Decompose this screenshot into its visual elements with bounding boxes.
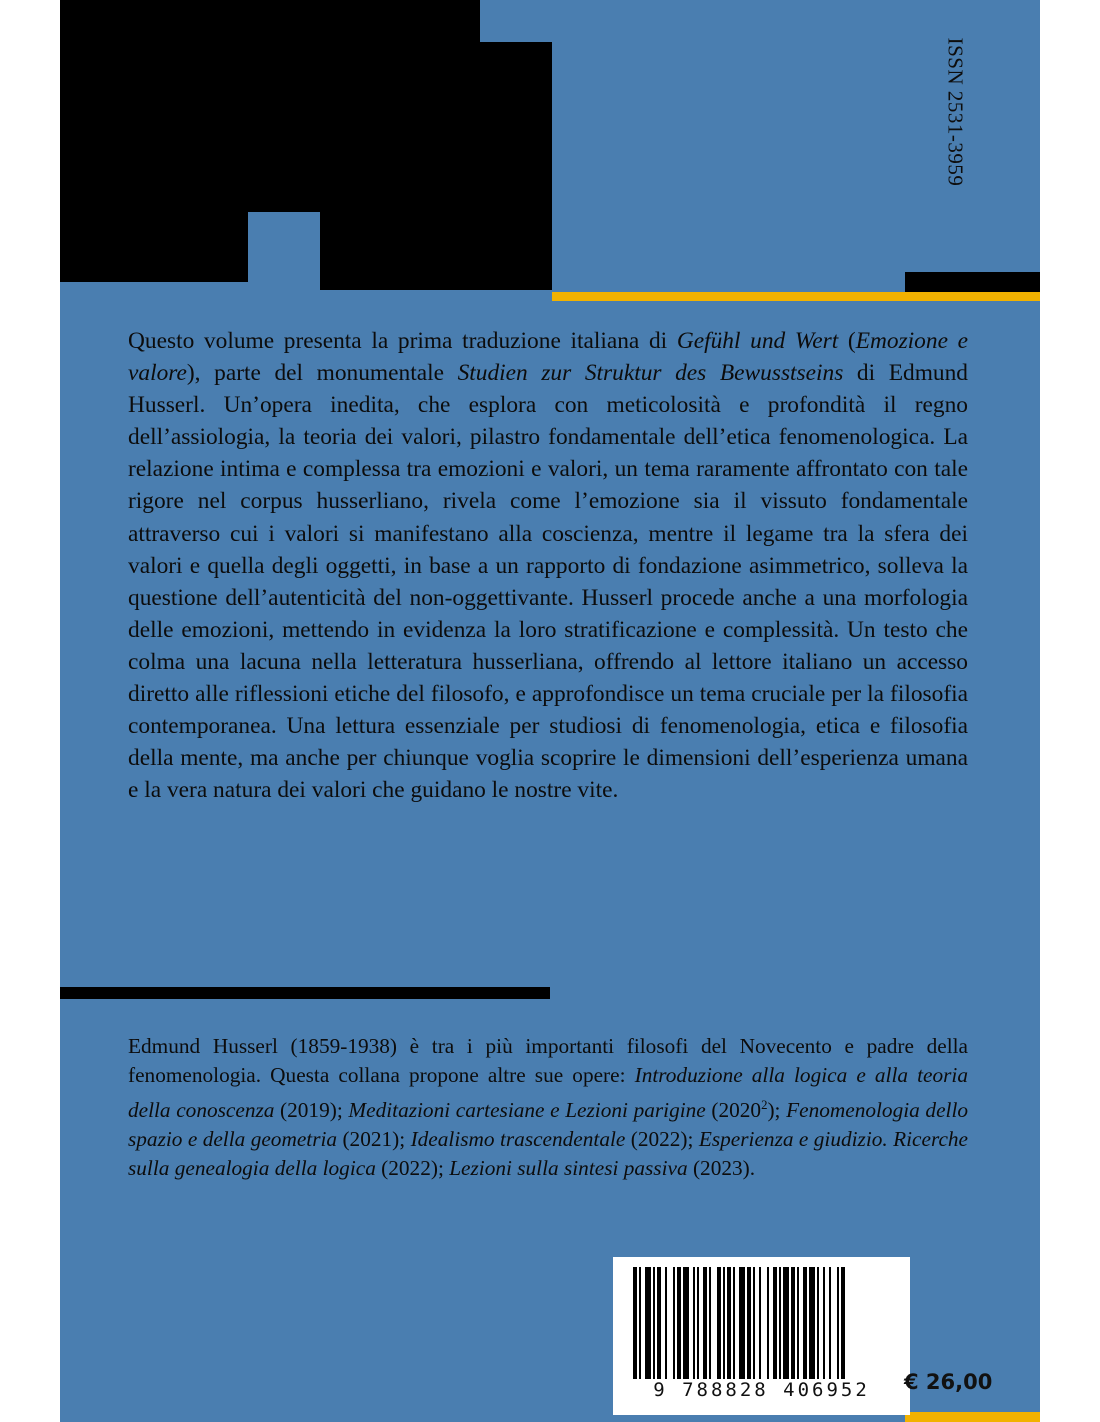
barcode-bar [753,1267,755,1379]
bio-run: 2 [761,1097,768,1112]
blurb-run: ( [838,328,856,354]
bio-run: Edmund Husserl (1859-1938) è tra i più importanti filosofi del Novecento e padre della fenomenologia. Questa collana propone altre sue opere: [128,1034,968,1088]
bio-run: (2019); [274,1097,349,1122]
black-bar-divider [60,987,550,999]
barcode-bar [783,1267,789,1379]
barcode-bar [693,1267,695,1379]
barcode-bar [645,1267,651,1379]
barcode-bar [703,1267,707,1379]
bio-run: (2022); [375,1156,450,1181]
blurb-run: Studien zur Struktur des Bewusstseins [457,360,844,387]
blurb-run: Emozione e valore [128,328,968,387]
back-cover [60,0,1040,1422]
barcode-bar [717,1267,721,1379]
barcode-bar [803,1267,807,1379]
barcode-bar [677,1267,681,1379]
barcode-bar [727,1267,731,1379]
bio-run: (2020 [705,1097,762,1122]
barcode-bar [639,1267,641,1379]
barcode-bar [797,1267,799,1379]
barcode-bar [759,1267,761,1379]
black-block-middle [320,42,552,290]
bio-run: (2021); [337,1126,411,1151]
barcode-bar [665,1267,667,1379]
blurb-run: di Edmund Husserl. Un’opera inedita, che esplora con meticolosità e profondità il regno dell’assiologia, la teoria dei valori, pilastro fondamentale dell’etica fenomenologica. La relazione intima e complessa tra emozioni e valori, un tema raramente affrontato con tale rigore nel corpus husserliano, rivela come l’emozione sia il vissuto fondamentale attraverso cui i valori si manifestano alla coscienza, mentre il legame tra la sfera dei valori e quella degli oggetti, in base a un rapporto di fondazione asimmetrico, solleva la questione dell’autenticità del non-oggettivante. Husserl procede anche a una morfologia delle emozioni, mettendo in evidenza la loro stratificazione e complessità. Un testo che colma una lacuna nella letteratura husserliana, offrendo al lettore italiano un accesso diretto alle riflessioni etiche del filosofo, e approfondisce un tema cruciale per la filosofia contemporanea. Una lettura essenziale per studiosi di fenomenologia, etica e filosofia della mente, ma anche per chiunque voglia scoprire le dimensioni dell’esperienza umana e la vera natura dei valori che guidano le nostre vite. [128,360,968,804]
bio-run: Meditazioni cartesiane e Lezioni parigine [348,1097,706,1122]
barcode-bars [633,1267,890,1379]
black-bar-right [905,272,1040,292]
barcode-number: 9 788828 406952 [653,1379,870,1401]
barcode-bar [653,1267,655,1379]
barcode-bar [791,1267,795,1379]
barcode-bar [683,1267,689,1379]
gold-bar-top [552,292,1040,301]
barcode-bar [739,1267,745,1379]
bio-run: ); [767,1097,787,1122]
barcode-bar [723,1267,725,1379]
barcode-bar [809,1267,815,1379]
blurb-run: Questo volume presenta la prima traduzione italiana di [128,328,677,354]
barcode-bar [817,1267,819,1379]
barcode-bar [841,1267,845,1379]
bio-run: (2022); [625,1126,699,1151]
barcode-bar [767,1267,769,1379]
barcode-bar [709,1267,711,1379]
barcode-bar [779,1267,781,1379]
blurb-run: ), parte del monumentale [186,360,458,387]
bio-run: Introduzione alla logica e alla teoria della conoscenza [128,1063,968,1122]
barcode-bar [837,1267,839,1379]
bio-run: (2023). [687,1156,756,1181]
price-label: € 26,00 [904,1370,993,1394]
barcode-bar [657,1267,661,1379]
black-block-upper-middle [248,0,320,212]
bio-run: Lezioni sulla sintesi passiva [449,1156,688,1181]
bio-run: Fenomenologia dello spazio e della geometria [128,1097,969,1151]
author-bio-text [128,1032,968,1184]
barcode-bar [673,1267,675,1379]
black-block-upper-left [60,0,248,282]
bio-run: Esperienza e giudizio. Ricerche sulla genealogia della logica [128,1126,969,1181]
barcode-bar [823,1267,825,1379]
barcode-bar [747,1267,751,1379]
gold-bar-bottom [905,1412,1040,1422]
barcode-bar [633,1267,637,1379]
barcode-bar [697,1267,699,1379]
issn-label: ISSN 2531-3959 [943,37,968,187]
bio-run: Idealismo trascendentale [410,1126,626,1151]
blurb-run: Gefühl und Wert [676,328,839,354]
description-text [128,325,968,806]
barcode-bar [829,1267,831,1379]
barcode [613,1257,910,1415]
barcode-bar [733,1267,735,1379]
barcode-bar [773,1267,777,1379]
